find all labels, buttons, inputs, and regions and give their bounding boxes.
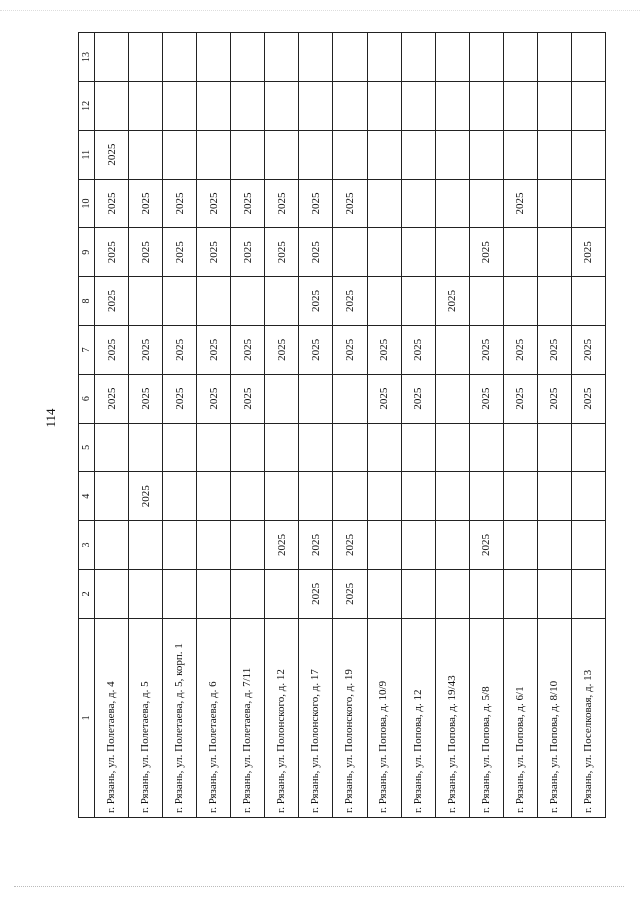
year-cell xyxy=(231,472,265,521)
year-cell: 2025 xyxy=(537,325,571,374)
year-cell: 2025 xyxy=(571,374,605,423)
year-cell xyxy=(95,81,129,130)
year-cell xyxy=(571,521,605,570)
year-cell xyxy=(265,472,299,521)
year-cell xyxy=(333,228,367,277)
header-row xyxy=(79,33,95,818)
address-cell: г. Рязань, ул. Полетаева, д. 4 xyxy=(95,618,129,817)
year-cell xyxy=(435,569,469,618)
table-row xyxy=(231,33,265,818)
year-cell xyxy=(129,33,163,82)
year-cell xyxy=(435,374,469,423)
year-cell: 2025 xyxy=(571,228,605,277)
scan-artifact-bottom xyxy=(14,886,624,888)
year-cell xyxy=(367,472,401,521)
year-cell xyxy=(231,81,265,130)
table-row xyxy=(435,33,469,818)
year-cell xyxy=(537,179,571,228)
table-row xyxy=(469,33,503,818)
year-cell: 2025 xyxy=(95,277,129,326)
year-cell xyxy=(367,33,401,82)
year-cell xyxy=(367,81,401,130)
year-cell xyxy=(197,423,231,472)
table-row xyxy=(129,33,163,818)
year-cell: 2025 xyxy=(401,325,435,374)
column-header-4: 4 xyxy=(79,472,95,521)
year-cell: 2025 xyxy=(435,277,469,326)
column-header-8: 8 xyxy=(79,277,95,326)
year-cell xyxy=(435,228,469,277)
year-cell xyxy=(537,423,571,472)
year-cell: 2025 xyxy=(163,179,197,228)
table-row xyxy=(163,33,197,818)
year-cell xyxy=(231,521,265,570)
year-cell: 2025 xyxy=(197,179,231,228)
address-cell: г. Рязань, ул. Попова, д. 12 xyxy=(401,618,435,817)
table-body xyxy=(95,33,606,818)
year-cell xyxy=(197,130,231,179)
year-cell: 2025 xyxy=(299,569,333,618)
year-cell: 2025 xyxy=(163,325,197,374)
year-cell xyxy=(503,228,537,277)
year-cell xyxy=(435,130,469,179)
address-cell: г. Рязань, ул. Попова, д. 8/10 xyxy=(537,618,571,817)
year-cell: 2025 xyxy=(265,179,299,228)
year-cell xyxy=(197,277,231,326)
table-row xyxy=(197,33,231,818)
year-cell xyxy=(503,33,537,82)
year-cell xyxy=(571,179,605,228)
year-cell xyxy=(163,569,197,618)
address-cell: г. Рязань, ул. Поселковая, д. 13 xyxy=(571,618,605,817)
schedule-table xyxy=(78,32,606,818)
year-cell xyxy=(367,130,401,179)
table-row xyxy=(401,33,435,818)
year-cell xyxy=(469,569,503,618)
year-cell: 2025 xyxy=(469,325,503,374)
year-cell xyxy=(571,423,605,472)
year-cell xyxy=(197,472,231,521)
column-header-10: 10 xyxy=(79,179,95,228)
year-cell xyxy=(401,521,435,570)
year-cell xyxy=(163,130,197,179)
scan-artifact-top xyxy=(0,10,640,12)
year-cell xyxy=(299,81,333,130)
year-cell xyxy=(299,33,333,82)
year-cell xyxy=(435,33,469,82)
year-cell: 2025 xyxy=(95,374,129,423)
address-cell: г. Рязань, ул. Полонского, д. 17 xyxy=(299,618,333,817)
year-cell: 2025 xyxy=(231,325,265,374)
year-cell xyxy=(129,423,163,472)
column-header-2: 2 xyxy=(79,569,95,618)
year-cell xyxy=(401,81,435,130)
year-cell xyxy=(197,33,231,82)
year-cell: 2025 xyxy=(231,179,265,228)
year-cell xyxy=(571,33,605,82)
year-cell xyxy=(265,374,299,423)
year-cell xyxy=(367,521,401,570)
year-cell: 2025 xyxy=(265,228,299,277)
address-cell: г. Рязань, ул. Попова, д. 19/43 xyxy=(435,618,469,817)
year-cell: 2025 xyxy=(95,179,129,228)
year-cell: 2025 xyxy=(231,228,265,277)
year-cell: 2025 xyxy=(129,325,163,374)
year-cell: 2025 xyxy=(333,569,367,618)
year-cell xyxy=(537,521,571,570)
address-cell: г. Рязань, ул. Полонского, д. 19 xyxy=(333,618,367,817)
year-cell xyxy=(469,130,503,179)
year-cell xyxy=(503,277,537,326)
year-cell xyxy=(401,569,435,618)
year-cell: 2025 xyxy=(469,374,503,423)
year-cell xyxy=(265,130,299,179)
address-cell: г. Рязань, ул. Попова, д. 6/1 xyxy=(503,618,537,817)
year-cell xyxy=(503,81,537,130)
year-cell: 2025 xyxy=(367,325,401,374)
year-cell xyxy=(503,521,537,570)
year-cell xyxy=(163,33,197,82)
year-cell xyxy=(537,472,571,521)
year-cell xyxy=(333,423,367,472)
year-cell: 2025 xyxy=(95,228,129,277)
year-cell: 2025 xyxy=(95,130,129,179)
year-cell xyxy=(435,472,469,521)
year-cell xyxy=(299,374,333,423)
year-cell xyxy=(231,33,265,82)
page-number: 114 xyxy=(43,408,58,428)
year-cell xyxy=(435,423,469,472)
year-cell: 2025 xyxy=(503,374,537,423)
year-cell: 2025 xyxy=(367,374,401,423)
year-cell xyxy=(333,130,367,179)
year-cell xyxy=(265,569,299,618)
year-cell xyxy=(401,277,435,326)
year-cell xyxy=(231,130,265,179)
year-cell xyxy=(537,81,571,130)
year-cell xyxy=(163,277,197,326)
year-cell xyxy=(95,423,129,472)
year-cell: 2025 xyxy=(95,325,129,374)
table-rotated-container xyxy=(78,32,606,818)
year-cell xyxy=(129,130,163,179)
address-cell: г. Рязань, ул. Полетаева, д. 6 xyxy=(197,618,231,817)
year-cell xyxy=(435,325,469,374)
year-cell xyxy=(333,374,367,423)
year-cell: 2025 xyxy=(163,374,197,423)
year-cell: 2025 xyxy=(333,521,367,570)
year-cell: 2025 xyxy=(231,374,265,423)
year-cell xyxy=(333,33,367,82)
table-row xyxy=(333,33,367,818)
year-cell xyxy=(129,569,163,618)
year-cell xyxy=(401,423,435,472)
year-cell: 2025 xyxy=(265,325,299,374)
column-header-7: 7 xyxy=(79,325,95,374)
year-cell xyxy=(163,81,197,130)
year-cell: 2025 xyxy=(265,521,299,570)
year-cell xyxy=(197,521,231,570)
column-header-9: 9 xyxy=(79,228,95,277)
year-cell xyxy=(299,472,333,521)
year-cell xyxy=(265,33,299,82)
table-row xyxy=(299,33,333,818)
year-cell: 2025 xyxy=(299,179,333,228)
table-row xyxy=(367,33,401,818)
year-cell: 2025 xyxy=(503,325,537,374)
year-cell: 2025 xyxy=(299,228,333,277)
table-row xyxy=(95,33,129,818)
year-cell xyxy=(95,33,129,82)
year-cell: 2025 xyxy=(197,228,231,277)
address-cell: г. Рязань, ул. Полетаева, д. 5, корп. 1 xyxy=(163,618,197,817)
year-cell xyxy=(333,81,367,130)
address-cell: г. Рязань, ул. Попова, д. 10/9 xyxy=(367,618,401,817)
column-header-1: 1 xyxy=(79,618,95,817)
year-cell xyxy=(231,423,265,472)
year-cell xyxy=(503,130,537,179)
year-cell: 2025 xyxy=(129,374,163,423)
year-cell xyxy=(231,277,265,326)
table-rotation xyxy=(78,32,606,818)
year-cell: 2025 xyxy=(129,228,163,277)
year-cell xyxy=(231,569,265,618)
year-cell xyxy=(537,569,571,618)
year-cell: 2025 xyxy=(129,472,163,521)
year-cell xyxy=(265,423,299,472)
year-cell: 2025 xyxy=(469,521,503,570)
table-row xyxy=(571,33,605,818)
year-cell xyxy=(95,472,129,521)
year-cell xyxy=(401,472,435,521)
year-cell xyxy=(265,81,299,130)
year-cell xyxy=(95,569,129,618)
year-cell xyxy=(469,81,503,130)
year-cell xyxy=(299,423,333,472)
year-cell xyxy=(129,521,163,570)
year-cell: 2025 xyxy=(197,374,231,423)
year-cell: 2025 xyxy=(571,325,605,374)
year-cell: 2025 xyxy=(333,179,367,228)
year-cell: 2025 xyxy=(537,374,571,423)
year-cell xyxy=(537,130,571,179)
column-header-6: 6 xyxy=(79,374,95,423)
year-cell xyxy=(503,569,537,618)
year-cell xyxy=(95,521,129,570)
year-cell xyxy=(469,472,503,521)
year-cell xyxy=(367,569,401,618)
year-cell xyxy=(197,81,231,130)
year-cell xyxy=(503,423,537,472)
year-cell xyxy=(571,569,605,618)
year-cell xyxy=(401,33,435,82)
year-cell xyxy=(265,277,299,326)
year-cell: 2025 xyxy=(503,179,537,228)
address-cell: г. Рязань, ул. Полонского, д. 12 xyxy=(265,618,299,817)
year-cell xyxy=(469,33,503,82)
year-cell xyxy=(503,472,537,521)
table-row xyxy=(537,33,571,818)
year-cell xyxy=(129,81,163,130)
year-cell xyxy=(435,81,469,130)
year-cell xyxy=(163,472,197,521)
year-cell: 2025 xyxy=(401,374,435,423)
year-cell: 2025 xyxy=(129,179,163,228)
year-cell xyxy=(367,179,401,228)
year-cell xyxy=(163,521,197,570)
year-cell xyxy=(129,277,163,326)
year-cell xyxy=(333,472,367,521)
year-cell xyxy=(367,228,401,277)
column-header-11: 11 xyxy=(79,130,95,179)
year-cell: 2025 xyxy=(333,277,367,326)
year-cell: 2025 xyxy=(163,228,197,277)
year-cell xyxy=(367,423,401,472)
year-cell xyxy=(571,130,605,179)
table-row xyxy=(265,33,299,818)
year-cell xyxy=(299,130,333,179)
year-cell xyxy=(537,277,571,326)
year-cell xyxy=(571,81,605,130)
column-header-12: 12 xyxy=(79,81,95,130)
year-cell: 2025 xyxy=(299,325,333,374)
column-header-5: 5 xyxy=(79,423,95,472)
year-cell: 2025 xyxy=(333,325,367,374)
year-cell xyxy=(571,277,605,326)
column-header-13: 13 xyxy=(79,33,95,82)
address-cell: г. Рязань, ул. Полетаева, д. 5 xyxy=(129,618,163,817)
year-cell xyxy=(469,277,503,326)
year-cell xyxy=(571,472,605,521)
year-cell xyxy=(197,569,231,618)
address-cell: г. Рязань, ул. Полетаева, д. 7/11 xyxy=(231,618,265,817)
year-cell xyxy=(469,423,503,472)
year-cell: 2025 xyxy=(469,228,503,277)
year-cell xyxy=(435,521,469,570)
year-cell xyxy=(469,179,503,228)
year-cell xyxy=(537,228,571,277)
year-cell: 2025 xyxy=(299,521,333,570)
year-cell xyxy=(401,179,435,228)
year-cell xyxy=(163,423,197,472)
year-cell xyxy=(401,130,435,179)
year-cell xyxy=(367,277,401,326)
column-header-3: 3 xyxy=(79,521,95,570)
year-cell xyxy=(435,179,469,228)
year-cell xyxy=(537,33,571,82)
address-cell: г. Рязань, ул. Попова, д. 5/8 xyxy=(469,618,503,817)
table-row xyxy=(503,33,537,818)
year-cell: 2025 xyxy=(299,277,333,326)
year-cell xyxy=(401,228,435,277)
year-cell: 2025 xyxy=(197,325,231,374)
